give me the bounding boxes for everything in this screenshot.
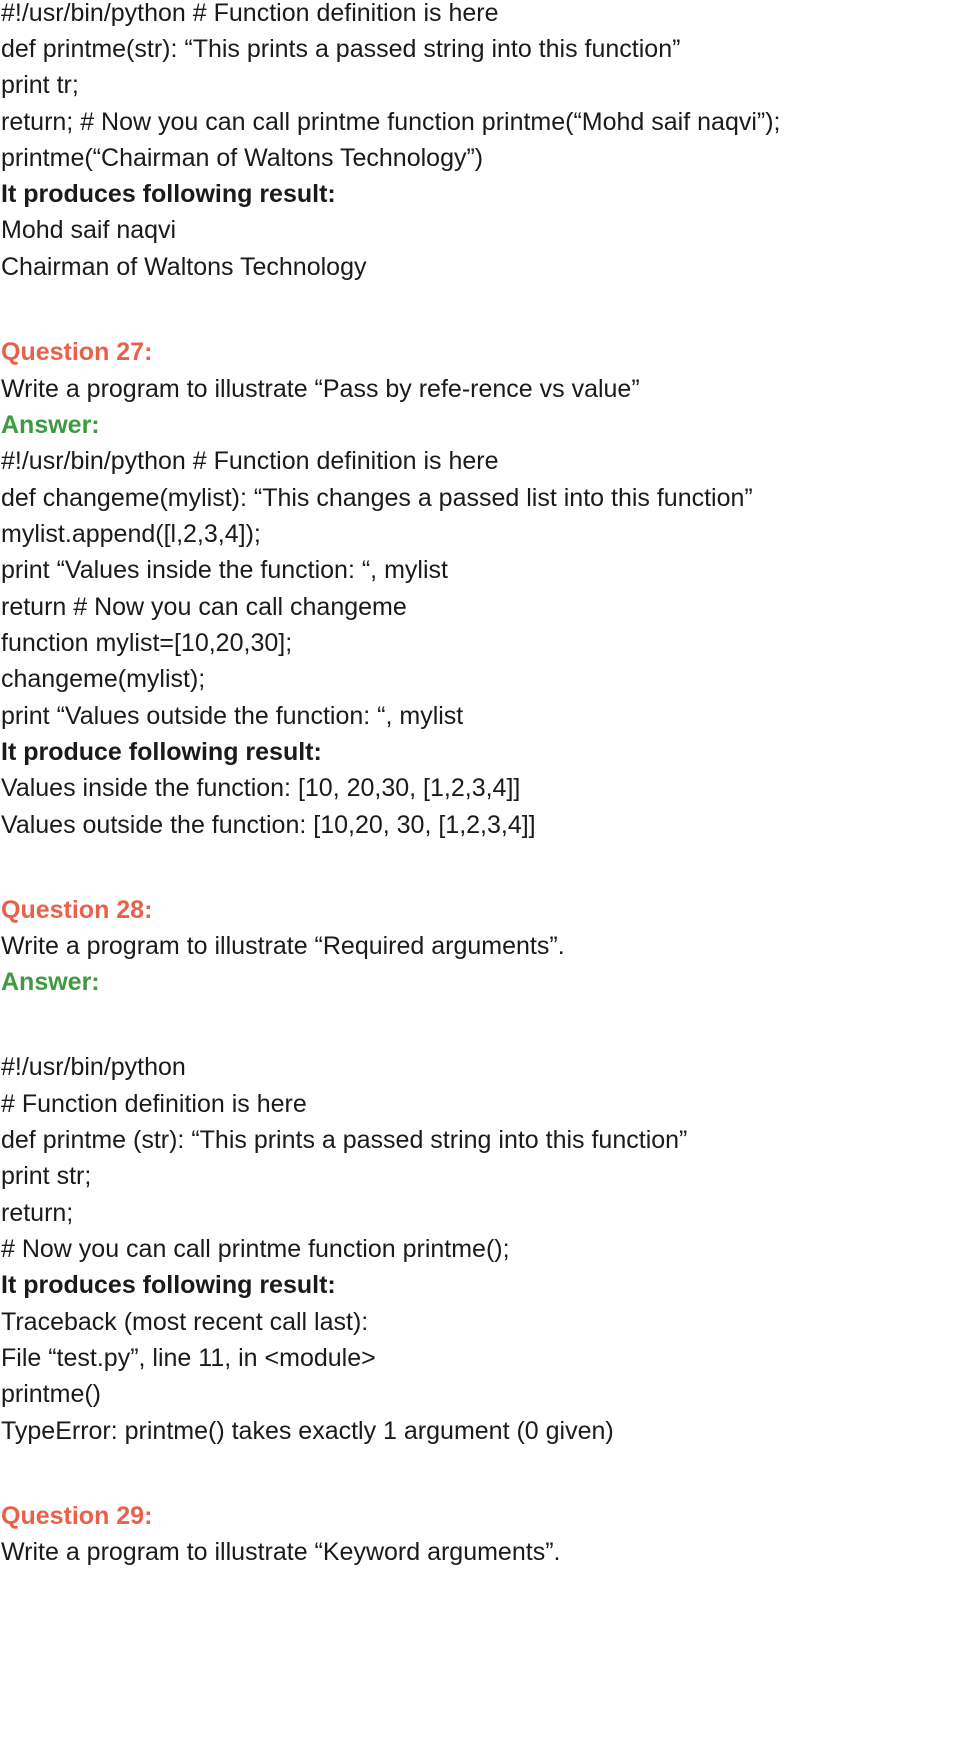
code-line: changeme(mylist); <box>1 665 206 693</box>
question-29-heading: Question 29: <box>1 1502 153 1530</box>
result-line: Values outside the function: [10,20, 30, [1,2,3,4]] <box>1 811 536 839</box>
code-line: #!/usr/bin/python # Function definition is here <box>1 0 499 27</box>
code-line: print str; <box>1 1162 92 1190</box>
code-line: return # Now you can call changeme <box>1 593 407 621</box>
code-line: print “Values outside the function: “, mylist <box>1 702 464 730</box>
code-line: #!/usr/bin/python # Function definition is here <box>1 447 499 475</box>
result-line: Values inside the function: [10, 20,30, [1,2,3,4]] <box>1 774 521 802</box>
result-line: printme() <box>1 1380 102 1408</box>
code-line: mylist.append([l,2,3,4]); <box>1 520 261 548</box>
question-27-heading: Question 27: <box>1 338 153 366</box>
code-line: printme(“Chairman of Waltons Technology”) <box>1 144 484 172</box>
code-line: # Function definition is here <box>1 1090 307 1118</box>
question-29-prompt: Write a program to illustrate “Keyword arguments”. <box>1 1538 561 1566</box>
answer-28-heading: Answer: <box>1 968 100 996</box>
question-28-heading: Question 28: <box>1 896 153 924</box>
result-line: Mohd saif naqvi <box>1 216 177 244</box>
result-heading: It produces following result: <box>1 180 336 208</box>
answer-27-heading: Answer: <box>1 411 100 439</box>
question-28-prompt: Write a program to illustrate “Required arguments”. <box>1 932 565 960</box>
code-line: #!/usr/bin/python <box>1 1053 186 1081</box>
code-line: def printme(str): “This prints a passed string into this function” <box>1 35 681 63</box>
result-heading: It produce following result: <box>1 738 322 766</box>
result-line: TypeError: printme() takes exactly 1 argument (0 given) <box>1 1417 614 1445</box>
code-line: return; # Now you can call printme function printme(“Mohd saif naqvi”); <box>1 108 781 136</box>
code-line: print “Values inside the function: “, mylist <box>1 556 448 584</box>
code-line: def changeme(mylist): “This changes a passed list into this function” <box>1 484 753 512</box>
code-line: # Now you can call printme function printme(); <box>1 1235 510 1263</box>
code-line: return; <box>1 1199 74 1227</box>
code-line: def printme (str): “This prints a passed string into this function” <box>1 1126 688 1154</box>
result-line: Chairman of Waltons Technology <box>1 253 367 281</box>
question-27-prompt: Write a program to illustrate “Pass by refe-rence vs value” <box>1 375 640 403</box>
code-line: function mylist=[10,20,30]; <box>1 629 293 657</box>
result-line: File “test.py”, line 11, in <module> <box>1 1344 376 1372</box>
result-heading: It produces following result: <box>1 1271 336 1299</box>
code-line: print tr; <box>1 71 79 99</box>
result-line: Traceback (most recent call last): <box>1 1308 369 1336</box>
